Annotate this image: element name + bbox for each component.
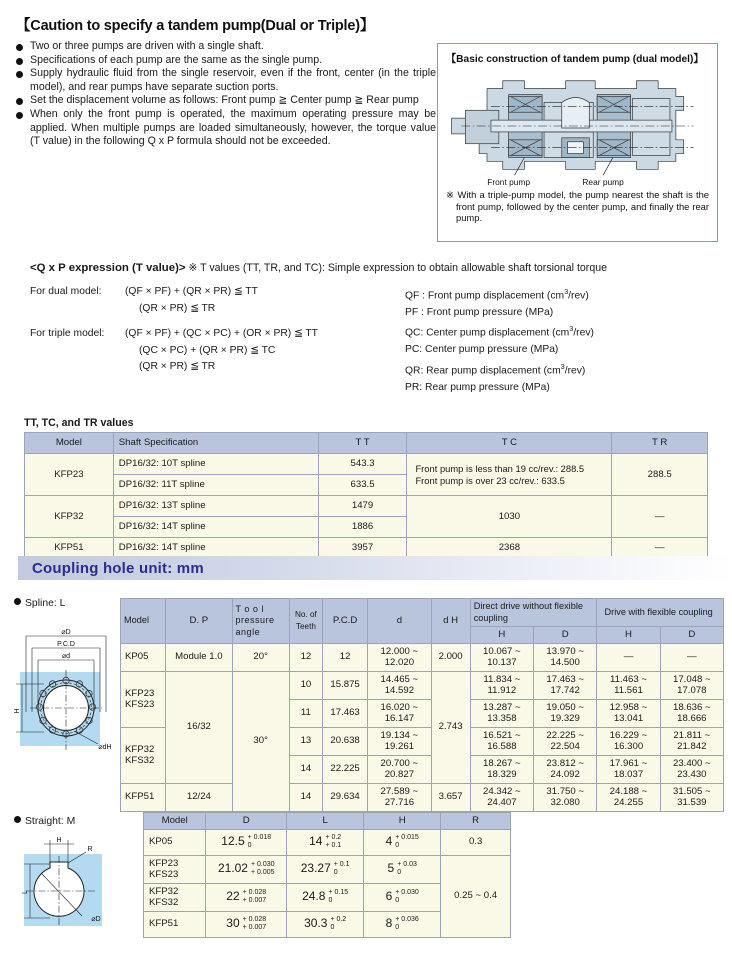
th-dh: d H [431,599,470,644]
table-row [144,855,511,883]
l-tol-lower: + 0.1 [325,842,342,849]
cell-spec: DP16/32: 11T spline [113,475,318,496]
th-h: H [364,813,441,830]
tandem-pump-diagram-panel [437,43,718,242]
th-l: L [287,813,364,830]
cell-d [206,829,287,855]
cell-h [364,883,441,911]
cell-flex-d: 18.636 ~ 18.666 [660,699,723,727]
table-row [121,671,724,699]
dim-label-r: R [87,846,93,853]
straight-subsection-label [14,816,75,827]
caution-block [16,14,436,149]
cell-teeth: 10 [289,671,322,699]
qxp-heading [30,262,720,274]
h-tol-lower: 0 [395,842,400,849]
model-line-2: KFS32 [149,897,179,908]
cell-d: 20.700 ~ 20.827 [368,755,431,783]
l-base: 24.8 [302,888,326,903]
d-tol-upper: + 0.030 [250,860,275,868]
cell-model-kfp51: KFP51 [25,538,114,559]
coupling-hole-title: Coupling hole unit: mm [32,559,204,577]
d-tolerance [248,834,272,851]
cell-tr-kfp51: — [612,538,708,559]
th-d: d [368,599,431,644]
cell-d: 27.589 ~ 27.716 [368,783,431,811]
ttr-table [24,432,708,559]
d-tol-lower: + 0.007 [242,924,267,931]
d-tol-upper: + 0.018 [247,833,272,841]
cell-model: KP05 [144,829,206,855]
cell-model-kfp32 [121,727,166,783]
h-tolerance [397,861,417,878]
dual-formula-2: (QR × PR) ≦ TR [139,302,216,314]
th-direct-h: H [470,627,533,644]
cell-h [364,829,441,855]
cell-l [287,911,364,937]
cell-flex-d: 31.505 ~ 31.539 [660,783,723,811]
cell-l [287,883,364,911]
d-base: 21.02 [217,860,248,875]
cell-teeth: 11 [289,699,322,727]
th-flexible-d: D [660,627,723,644]
l-tol-lower: 0 [330,924,335,931]
bullet-dot-icon [16,71,23,78]
d-tol-upper: + 0.028 [242,915,267,923]
l-tolerance [330,916,346,933]
cell-direct-d: 23.812 ~ 24.092 [534,755,597,783]
dual-model-row [30,284,405,301]
tc-line-1: Front pump is less than 19 cc/rev.: 288.5 [415,463,585,474]
cell-direct-h: 11.834 ~ 11.912 [470,671,533,699]
d-base: 12.5 [221,833,245,848]
cell-tt: 1479 [318,496,407,517]
cell-model-kfp23 [144,855,206,883]
h-tol-upper: + 0.03 [397,860,417,868]
h-tolerance [395,916,419,933]
cell-direct-h: 13.287 ~ 13.358 [470,699,533,727]
d-tol-lower: + 0.005 [250,869,275,876]
cell-tool: 20° [232,643,289,671]
cell-teeth: 13 [289,727,322,755]
qxp-legend [405,284,720,396]
th-shaft-spec: Shaft Specification [113,433,318,454]
cell-pcd: 22.225 [322,755,367,783]
cell-flex-d: — [660,643,723,671]
cell-direct-d: 17.463 ~ 17.742 [534,671,597,699]
cell-r: 0.3 [441,829,511,855]
cell-tc-kfp51: 2368 [407,538,612,559]
cell-flex-h: — [597,643,660,671]
d-tol-lower: + 0.007 [242,897,267,904]
th-no-of-teeth: No. of Teeth [289,599,322,644]
spline-subsection-label [14,598,65,609]
table-row [121,783,724,811]
legend-item-pf: PF : Front pump pressure (MPa) [405,306,554,318]
caution-bullet [16,108,436,149]
spline-table-wrapper [120,598,724,812]
cell-tc-kfp32: 1030 [407,496,612,538]
cell-d: 19.134 ~ 19.261 [368,727,431,755]
cell-direct-d: 31.750 ~ 32.080 [534,783,597,811]
table-header-row [144,813,511,830]
table-row [121,643,724,671]
l-tol-upper: + 0.15 [328,888,349,896]
cell-pcd: 15.875 [322,671,367,699]
model-line-1: KFP23 [149,857,179,869]
cell-tc-kfp23 [407,454,612,496]
cell-teeth: 14 [289,755,322,783]
h-tolerance [395,889,419,906]
legend-item-pc: PC: Center pump pressure (MPa) [405,344,559,356]
triple-formula-2: (QC × PC) + (QR × PR) ≦ TC [139,344,276,356]
th-direct-d: D [534,627,597,644]
triple-model-row-2 [30,343,405,360]
th-tt: T T [318,433,407,454]
straight-table-wrapper [143,812,511,938]
triple-formula-3: (QR × PR) ≦ TR [139,361,216,372]
bullet-dot-icon [16,44,23,51]
h-base: 5 [387,860,395,875]
cell-model-kfp32: KFP32 [25,496,114,538]
dim-label-outer-d: ⌀D [61,629,71,636]
cell-dp: 12/24 [166,783,232,811]
cell-d [206,883,287,911]
bullet-dot-icon [14,816,21,823]
th-flexible-coupling-group: Drive with flexible coupling [597,599,724,627]
cell-flex-h: 12.958 ~ 13.041 [597,699,660,727]
h-tol-lower: 0 [395,897,400,904]
triple-model-row-3 [30,359,405,376]
th-model: Model [121,599,166,644]
caution-bullet-list [16,40,436,149]
l-tolerance [325,834,341,851]
cell-tr-kfp23: 288.5 [612,454,708,496]
cell-spec: DP16/32: 14T spline [113,517,318,538]
dim-label-dh: ⌀dH [98,744,112,751]
d-tolerance [243,889,267,906]
diagram-title: 【Basic construction of tandem pump (dual model)】 [446,54,704,65]
table-row [25,496,708,517]
cell-direct-d: 19.050 ~ 19.329 [534,699,597,727]
cell-direct-h: 24.342 ~ 24.407 [470,783,533,811]
model-line-2: KFS23 [125,699,155,710]
caution-bullet-text: Specifications of each pump are the same as the single pump. [30,53,323,66]
th-r: R [441,813,511,830]
cell-flex-d: 23.400 ~ 23.430 [660,755,723,783]
l-tol-upper: + 0.2 [330,915,347,923]
triple-model-row [30,326,405,343]
legend-item-pr: PR: Rear pump pressure (MPa) [405,381,550,393]
qxp-expression-section [30,262,720,396]
legend-item-qc: QC: Center pump displacement $(cm^3/rev)$ [405,324,594,339]
cell-direct-h: 16.521 ~ 16.588 [470,727,533,755]
h-tol-upper: + 0.015 [395,833,419,841]
cell-model: KP05 [121,643,166,671]
cell-direct-h: 18.267 ~ 18.329 [470,755,533,783]
spline-hole-figure [10,614,116,779]
th-direct-drive-group: Direct drive without flexible coupling [470,599,597,627]
cell-d: 16.020 ~ 16.147 [368,699,431,727]
cell-model: KFP51 [144,911,206,937]
d-tol-lower: 0 [247,842,252,849]
cell-flex-d: 17.048 ~ 17.078 [660,671,723,699]
cell-model-kfp51: KFP51 [121,783,166,811]
cell-flex-d: 21.811 ~ 21.842 [660,727,723,755]
cell-spec: DP16/32: 14T spline [113,538,318,559]
table-row [144,829,511,855]
model-line-1: KFP32 [125,743,155,755]
cell-direct-h: 10.067 ~ 10.137 [470,643,533,671]
straight-label-text: Straight: M [25,816,76,827]
th-tc: T C [407,433,612,454]
l-tolerance [328,889,348,906]
caution-bullet [16,54,436,68]
triple-model-label: For triple model: [30,328,105,339]
rear-pump-label: Rear pump [582,177,624,187]
cell-flex-h: 24.188 ~ 24.255 [597,783,660,811]
dual-model-row-2 [30,301,405,318]
h-tol-upper: + 0.036 [395,915,419,923]
caution-bullet-text: Two or three pumps are driven with a single shaft. [30,40,264,52]
dim-label-l: L [22,890,29,894]
front-pump-label: Front pump [487,177,531,187]
th-pcd: P.C.D [322,599,367,644]
caution-bullet-text: Set the displacement volume as follows: Front pump ≧ Center pump ≧ Rear pump [30,94,419,107]
ttr-table-wrapper [24,432,708,559]
dim-label-h: H [56,837,62,844]
table-header-row [25,433,708,454]
l-tol-upper: + 0.2 [325,833,342,841]
cell-direct-d: 22.225 ~ 22.504 [534,727,597,755]
cell-pcd: 20.638 [322,727,367,755]
l-tol-upper: + 0.1 [333,860,350,868]
h-tol-lower: 0 [397,869,402,876]
cell-pcd: 17.463 [322,699,367,727]
spline-label-text: Spline: L [25,598,66,609]
cell-d [206,911,287,937]
cell-teeth: 12 [289,643,322,671]
d-tolerance [243,916,267,933]
cell-tt: 1886 [318,517,407,538]
cell-d: 14.465 ~ 14.592 [368,671,431,699]
l-base: 23.27 [300,860,331,875]
cell-h [364,855,441,883]
spline-table [120,598,724,812]
model-line-1: KFP32 [149,885,179,897]
dim-label-outer-d: ⌀D [91,916,101,923]
straight-hole-figure [10,832,122,942]
dual-model-label: For dual model: [30,286,102,297]
cell-flex-h: 17.961 ~ 18.037 [597,755,660,783]
cell-direct-d: 13.970 ~ 14.500 [534,643,597,671]
dual-formula-1: (QF × PF) + (QR × PR) ≦ TT [125,286,258,297]
caution-bullet-text: When only the front pump is operated, the maximum operating pressure may be applied. When multiple pumps are loaded simultaneously, however, the torque value (T value) in the following Q x P formula should not be exceeded. [30,107,436,148]
cell-h [364,911,441,937]
model-line-2: KFS32 [125,755,155,766]
th-flexible-h: H [597,627,660,644]
cell-d [206,855,287,883]
cell-flex-h: 16.229 ~ 16.300 [597,727,660,755]
l-tol-lower: 0 [328,897,333,904]
cell-spec: DP16/32: 13T spline [113,496,318,517]
th-model: Model [144,813,206,830]
cell-dp-1632: 16/32 [166,671,232,783]
straight-table [143,812,511,938]
cell-spec: DP16/32: 10T spline [113,454,318,475]
cell-model-kfp23 [121,671,166,727]
h-tol-upper: + 0.030 [395,888,419,896]
bullet-dot-icon [16,58,23,65]
bullet-dot-icon [16,98,23,105]
qxp-heading-bold: <Q x P expression (T value)> [30,262,186,274]
table-row [25,454,708,475]
cell-dh-2743: 2.743 [431,671,470,783]
cell-l [287,855,364,883]
caution-title: 【Caution to specify a tandem pump(Dual or Triple)】 [16,18,375,34]
caution-bullet [16,40,436,54]
legend-item-qr: QR: Rear pump displacement $(cm^3/rev)$ [405,361,586,377]
ttr-table-title: TT, TC, and TR values [24,417,134,429]
cell-model-kfp32 [144,883,206,911]
l-base: 14 [309,833,323,848]
formula-gap [30,317,405,326]
th-dp: D. P [166,599,232,644]
cell-model-kfp23: KFP23 [25,454,114,496]
cell-dh: 3.657 [431,783,470,811]
th-d: D [206,813,287,830]
cell-dh: 2.000 [431,643,470,671]
legend-item-qf: QF : Front pump displacement $(cm^3/rev)$ [405,287,589,302]
l-tol-lower: 0 [333,869,338,876]
cell-tool-30: 30° [232,671,289,811]
qxp-heading-rest: ※ T values (TT, TR, and TC): Simple expression to obtain allowable shaft torsional torque [188,262,607,274]
bullet-dot-icon [16,112,23,119]
cell-pcd: 12 [322,643,367,671]
th-tr: T R [612,433,708,454]
triple-formula-1: (QF × PF) + (QC × PC) + (OR × PR) ≦ TT [125,328,318,339]
cell-pcd: 29.634 [322,783,367,811]
h-tol-lower: 0 [395,924,400,931]
l-tolerance [334,861,350,878]
coupling-hole-section-bar [18,556,732,580]
dim-label-small-d: ⌀d [61,653,71,660]
model-line-1: KFP23 [125,687,155,699]
cell-tt: 633.5 [318,475,407,496]
cell-flex-h: 11.463 ~ 11.561 [597,671,660,699]
d-tol-upper: + 0.028 [242,888,267,896]
bullet-dot-icon [14,598,21,605]
cell-r-range: 0.25 ~ 0.4 [441,855,511,937]
model-line-2: KFS23 [149,869,179,880]
cell-teeth: 14 [289,783,322,811]
cell-d: 12.000 ~ 12.020 [368,643,431,671]
dim-label-pcd: P.C.D [57,641,75,648]
cell-tr-kfp32: — [612,496,708,538]
caution-bullet [16,94,436,108]
l-base: 30.3 [304,915,328,930]
th-tool-pressure-angle: T o o l pressure angle [232,599,289,644]
cell-tt: 3957 [318,538,407,559]
qxp-formulas [30,284,405,396]
h-tolerance [395,834,419,851]
d-base: 30 [226,915,240,930]
pump-cross-section-figure [446,67,709,187]
h-base: 4 [385,833,393,848]
caution-bullet [16,67,436,94]
d-base: 22 [226,888,240,903]
th-model: Model [25,433,114,454]
dim-label-h: H [14,708,21,714]
cell-l [287,829,364,855]
h-base: 8 [385,915,393,930]
tc-line-2: Front pump is over 23 cc/rev.: 633.5 [415,474,565,486]
cell-tt: 543.3 [318,454,407,475]
h-base: 6 [385,888,393,903]
table-header-row [121,599,724,627]
caution-bullet-text: Supply hydraulic fluid from the single reservoir, even if the front, center (in the triple model), and rear pumps have separate suction ports. [30,67,436,93]
diagram-note: ※ With a triple-pump model, the pump nearest the shaft is the front pump, followed by the center pump, and finally the rear pump. [446,189,709,224]
cell-dp: Module 1.0 [166,643,232,671]
d-tolerance [251,861,275,878]
